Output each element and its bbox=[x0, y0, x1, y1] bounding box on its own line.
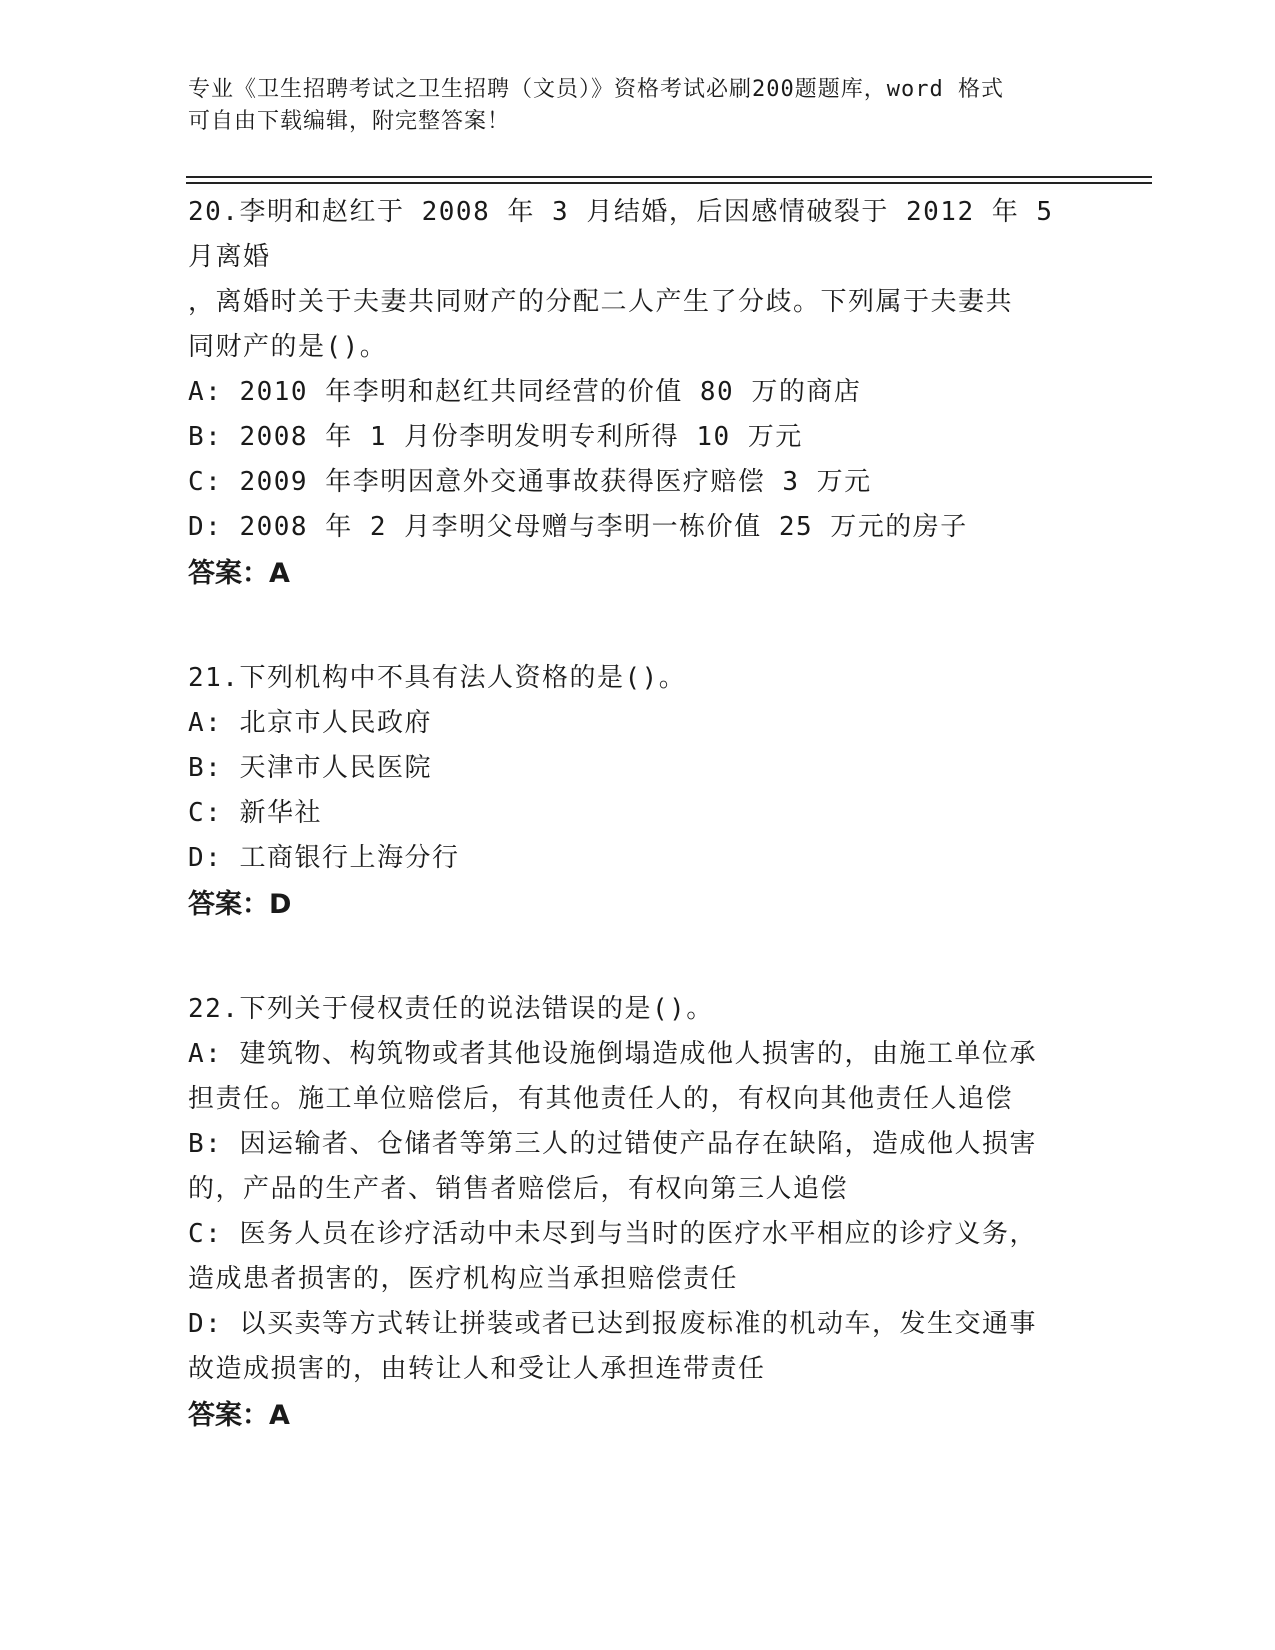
option-d: D: 工商银行上海分行 bbox=[188, 843, 460, 873]
answer-label: 答案：D bbox=[188, 889, 292, 920]
option-b: B: 天津市人民医院 bbox=[188, 753, 432, 783]
option-c-line-2: 造成患者损害的，医疗机构应当承担赔偿责任 bbox=[188, 1264, 739, 1294]
option-a: A: 北京市人民政府 bbox=[188, 708, 432, 738]
question-list bbox=[188, 190, 1088, 1498]
question-stem-line: 同财产的是()。 bbox=[188, 332, 388, 362]
header-line-2: 可自由下载编辑，附完整答案！ bbox=[188, 109, 511, 134]
header-divider-top bbox=[186, 176, 1152, 178]
option-b: B: 2008 年 1 月份李明发明专利所得 10 万元 bbox=[188, 422, 803, 452]
question-21 bbox=[188, 656, 1088, 929]
option-b-line-1: B: 因运输者、仓储者等第三人的过错使产品存在缺陷，造成他人损害 bbox=[188, 1129, 1037, 1159]
header-line-1: 专业《卫生招聘考试之卫生招聘（文员）》资格考试必刷200题题库，word 格式 bbox=[188, 77, 1004, 102]
option-a: A: 2010 年李明和赵红共同经营的价值 80 万的商店 bbox=[188, 377, 862, 407]
option-d-line-2: 故造成损害的，由转让人和受让人承担连带责任 bbox=[188, 1354, 766, 1384]
answer-label: 答案：A bbox=[188, 558, 290, 589]
question-22 bbox=[188, 987, 1088, 1440]
option-d-line-1: D: 以买卖等方式转让拼装或者已达到报废标准的机动车，发生交通事 bbox=[188, 1309, 1037, 1339]
question-stem-line: ，离婚时关于夫妻共同财产的分配二人产生了分歧。下列属于夫妻共 bbox=[188, 287, 1014, 317]
header-divider-bottom bbox=[186, 182, 1152, 184]
question-20 bbox=[188, 190, 1088, 598]
option-d: D: 2008 年 2 月李明父母赠与李明一栋价值 25 万元的房子 bbox=[188, 512, 968, 542]
option-c: C: 新华社 bbox=[188, 798, 322, 828]
answer-label: 答案：A bbox=[188, 1400, 290, 1431]
question-stem-line: 20.李明和赵红于 2008 年 3 月结婚，后因感情破裂于 2012 年 5 月离婚 bbox=[188, 197, 1054, 272]
question-stem-line: 21.下列机构中不具有法人资格的是()。 bbox=[188, 663, 687, 693]
option-a-line-1: A: 建筑物、构筑物或者其他设施倒塌造成他人损害的，由施工单位承 bbox=[188, 1039, 1037, 1069]
question-stem-line: 22.下列关于侵权责任的说法错误的是()。 bbox=[188, 994, 714, 1024]
option-c-line-1: C: 医务人员在诊疗活动中未尽到与当时的医疗水平相应的诊疗义务， bbox=[188, 1219, 1037, 1249]
option-c: C: 2009 年李明因意外交通事故获得医疗赔偿 3 万元 bbox=[188, 467, 872, 497]
page-header bbox=[188, 74, 1088, 138]
option-a-line-2: 担责任。施工单位赔偿后，有其他责任人的，有权向其他责任人追偿 bbox=[188, 1084, 1014, 1114]
option-b-line-2: 的，产品的生产者、销售者赔偿后，有权向第三人追偿 bbox=[188, 1174, 849, 1204]
